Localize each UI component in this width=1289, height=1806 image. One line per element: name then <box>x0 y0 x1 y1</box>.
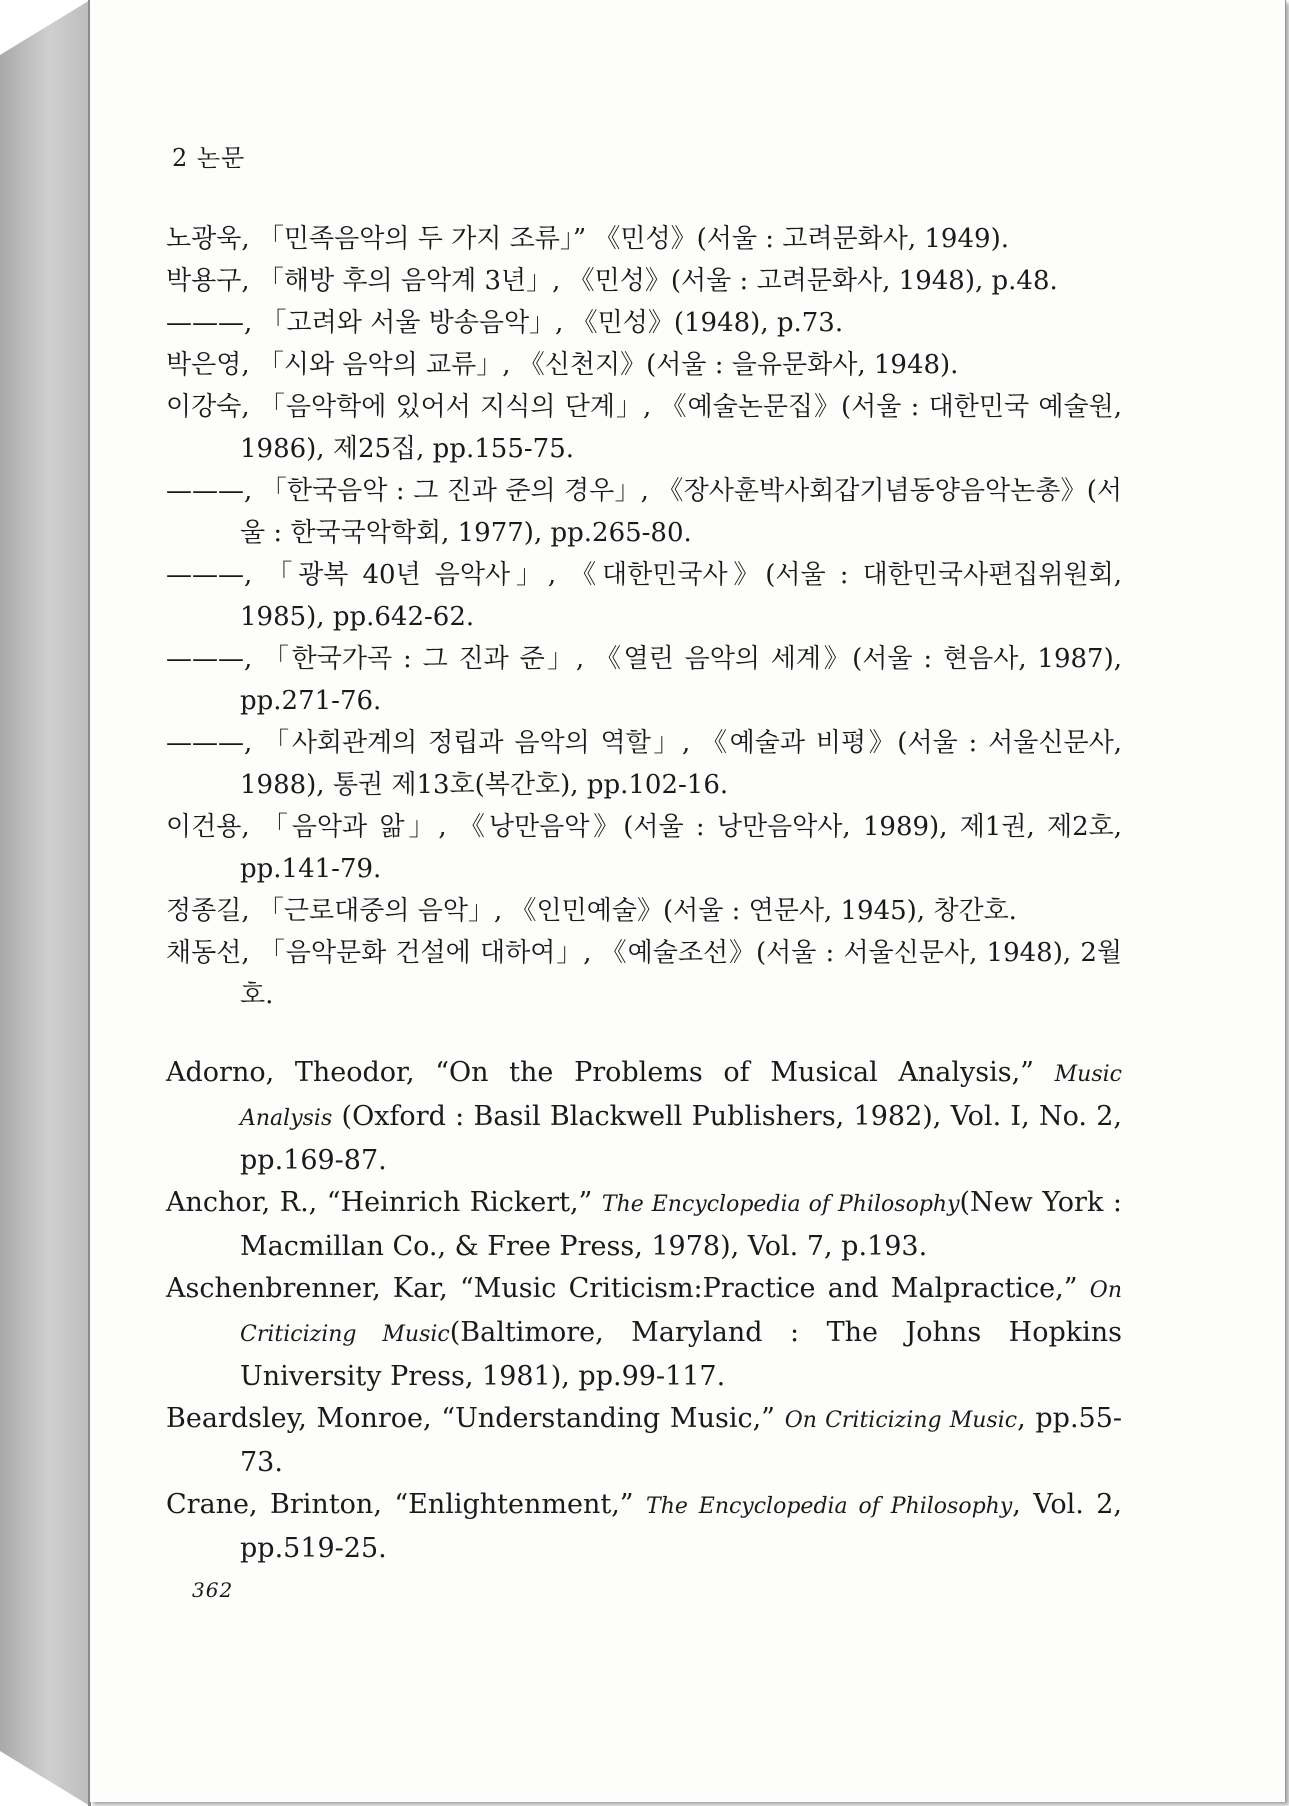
reference-entry <box>166 1052 1122 1182</box>
running-head: 2 논문 <box>172 144 246 172</box>
reference-lead: Aschenbrenner, Kar, “Music Criticism:Practice and Malpractice,” <box>166 1273 1090 1304</box>
reference-entry: 노광욱, 「민족음악의 두 가지 조류」” 《민성》(서울 : 고려문화사, 1949). <box>166 224 1009 254</box>
section-gap <box>166 1016 1122 1052</box>
reference-source-title: The Encyclopedia of Philosophy <box>601 1192 960 1217</box>
reference-details: (Oxford : Basil Blackwell Publishers, 1982), Vol. I, No. 2, pp.169-87. <box>240 1101 1122 1176</box>
reference-source-title: On Criticizing Music <box>240 1278 1122 1347</box>
reference-entry: 박용구, 「해방 후의 음악계 3년」, 《민성》(서울 : 고려문화사, 1948), p.48. <box>166 266 1058 296</box>
book-spine <box>0 0 90 1806</box>
reference-entry: 박은영, 「시와 음악의 교류」, 《신천지》(서울 : 을유문화사, 1948). <box>166 350 959 380</box>
reference-source-title: The Encyclopedia of Philosophy <box>646 1494 1013 1519</box>
reference-lead: Anchor, R., “Heinrich Rickert,” <box>166 1187 602 1218</box>
reference-lead: Crane, Brinton, “Enlightenment,” <box>166 1489 647 1520</box>
reference-entry: 채동선, 「음악문화 건설에 대하여」, 《예술조선》(서울 : 서울신문사, 1948), 2월호. <box>166 938 1122 1010</box>
reference-source-title: On Criticizing Music <box>784 1408 1018 1433</box>
reference-entry: 이강숙, 「음악학에 있어서 지식의 단계」, 《예술논문집》(서울 : 대한민국 예술원, 1986), 제25집, pp.155-75. <box>166 392 1122 464</box>
reference-lead: Beardsley, Monroe, “Understanding Music,” <box>166 1403 785 1434</box>
reference-entry <box>166 1484 1122 1570</box>
reference-entry <box>166 1398 1122 1484</box>
reference-entry: ———, 「광복 40년 음악사」, 《대한민국사》(서울 : 대한민국사편집위원회, 1985), pp.642-62. <box>166 560 1122 632</box>
reference-entry: 이건용, 「음악과 앎」, 《낭만음악》(서울 : 낭만음악사, 1989), 제1권, 제2호, pp.141-79. <box>166 812 1122 884</box>
reference-details: , Vol. 2, pp.519-25. <box>240 1489 1122 1564</box>
reference-entry: ———, 「한국음악 : 그 진과 준의 경우」, 《장사훈박사회갑기념동양음악논총》(서울 : 한국국악학회, 1977), pp.265-80. <box>166 476 1122 548</box>
reference-entry: ———, 「한국가곡 : 그 진과 준」, 《열린 음악의 세계》(서울 : 현음사, 1987), pp.271-76. <box>166 644 1122 716</box>
reference-entry: ———, 「고려와 서울 방송음악」, 《민성》(1948), p.73. <box>166 308 844 338</box>
reference-lead: Adorno, Theodor, “On the Problems of Musical Analysis,” <box>166 1057 1055 1088</box>
reference-entry: ———, 「사회관계의 정립과 음악의 역할」, 《예술과 비평》(서울 : 서울신문사, 1988), 통권 제13호(복간호), pp.102-16. <box>166 728 1122 800</box>
reference-entry: 정종길, 「근로대중의 음악」, 《인민예술》(서울 : 연문사, 1945), 창간호. <box>166 896 1017 926</box>
reference-details: , pp.55-73. <box>240 1403 1123 1478</box>
reference-entry <box>166 1182 1122 1268</box>
page-number: 362 <box>192 1578 234 1602</box>
reference-details: (New York : Macmillan Co., & Free Press, 1978), Vol. 7, p.193. <box>240 1187 1122 1262</box>
reference-entry <box>166 1268 1122 1398</box>
reference-source-title: Music Analysis <box>240 1062 1122 1131</box>
reference-details: (Baltimore, Maryland : The Johns Hopkins University Press, 1981), pp.99-117. <box>240 1317 1123 1392</box>
bibliography <box>166 218 1122 1570</box>
